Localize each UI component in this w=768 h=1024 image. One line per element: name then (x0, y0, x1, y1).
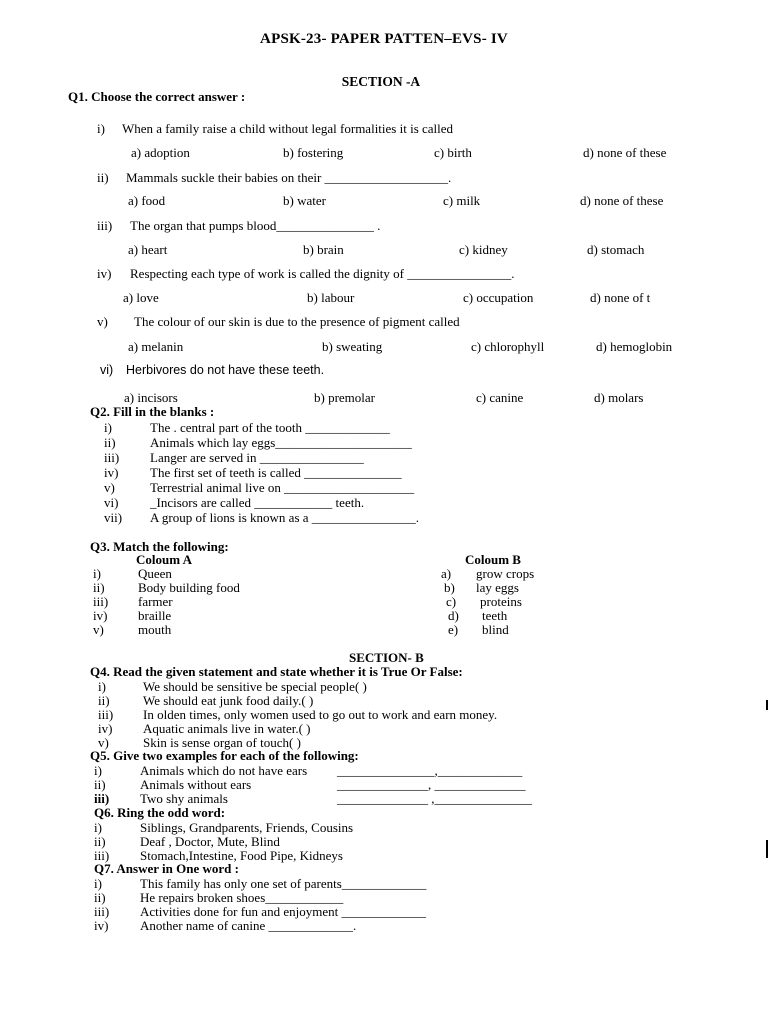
q5-item-number: ii) (94, 777, 106, 792)
q3-column-b-letter: d) (448, 608, 459, 623)
q2-item-number: vi) (104, 495, 119, 510)
q1-option: d) hemoglobin (596, 339, 673, 354)
q3-column-a-item: Body building food (138, 580, 240, 595)
q3-row-number: iv) (93, 608, 108, 623)
q1-option: a) melanin (128, 339, 184, 354)
q6-item-number: i) (94, 820, 102, 835)
q4-item-text: In olden times, only women used to go out to work and earn money. (143, 707, 498, 722)
q3-column-b-item: blind (482, 622, 509, 637)
q5-item-text: Animals which do not have ears (140, 763, 308, 778)
q1-item-question: When a family raise a child without legal formalities it is called (122, 121, 454, 136)
q5-item-text: Animals without ears (140, 777, 252, 792)
q1-option: b) labour (307, 290, 355, 305)
q2-item-number: iv) (104, 465, 119, 480)
q2-item-text: The first set of teeth is called _______________ (150, 465, 402, 480)
q7-item-text: Another name of canine _____________. (140, 918, 357, 933)
q2-item-number: ii) (104, 435, 116, 450)
q3-column-a-item: farmer (138, 594, 173, 609)
q4-item-number: iii) (98, 707, 114, 722)
q1-option: d) none of these (580, 193, 664, 208)
q3-column-b-letter: e) (448, 622, 459, 637)
q1-option: b) water (283, 193, 326, 208)
q1-item-question: Respecting each type of work is called the dignity of ________________. (130, 266, 515, 281)
q3-column-b-item: teeth (482, 608, 508, 623)
q3-heading: Q3. Match the following: (90, 539, 229, 554)
q7-item-text: Activities done for fun and enjoyment _____________ (140, 904, 426, 919)
q5-answer-blanks: _______________,_____________ (337, 763, 523, 778)
q4-item-number: i) (98, 679, 106, 694)
q3-column-a-item: mouth (138, 622, 172, 637)
q2-item-number: i) (104, 420, 112, 435)
q5-heading: Q5. Give two examples for each of the following: (90, 748, 359, 763)
q3-row-number: i) (93, 566, 101, 581)
q3-row-number: ii) (93, 580, 105, 595)
q1-item-question: Mammals suckle their babies on their ___________________. (126, 170, 452, 185)
q1-item-question: The colour of our skin is due to the presence of pigment called (134, 314, 460, 329)
q1-option: c) chlorophyll (471, 339, 545, 354)
q1-option: b) fostering (283, 145, 344, 160)
q7-item-number: iii) (94, 904, 110, 919)
section-b-heading: SECTION- B (349, 650, 424, 665)
q1-item-number: v) (97, 314, 108, 329)
q1-item-number: vi) (100, 363, 114, 377)
q7-item-number: ii) (94, 890, 106, 905)
q1-option: d) none of these (583, 145, 667, 160)
q3-column-b-letter: c) (446, 594, 457, 609)
q1-item-number: ii) (97, 170, 109, 185)
q2-item-number: iii) (104, 450, 120, 465)
q4-item-number: v) (98, 735, 109, 750)
q3-column-a-heading: Coloum A (136, 552, 192, 567)
q6-heading: Q6. Ring the odd word: (94, 805, 226, 820)
q5-item-number: iii) (94, 791, 110, 806)
q1-item-question: The organ that pumps blood_______________ . (130, 218, 381, 233)
q6-item-number: ii) (94, 834, 106, 849)
q2-heading: Q2. Fill in the blanks : (90, 404, 215, 419)
q3-column-b-heading: Coloum B (465, 552, 521, 567)
q2-item-text: _Incisors are called ____________ teeth. (150, 495, 365, 510)
q1-option: a) love (123, 290, 159, 305)
q4-item-text: Aquatic animals live in water.( ) (143, 721, 311, 736)
q1-option: c) canine (476, 390, 524, 405)
q6-item-text: Stomach,Intestine, Food Pipe, Kidneys (140, 848, 343, 863)
q4-heading: Q4. Read the given statement and state whether it is True Or False: (90, 664, 463, 679)
q6-item-number: iii) (94, 848, 110, 863)
q7-item-text: This family has only one set of parents_____________ (140, 876, 427, 891)
q7-item-number: i) (94, 876, 102, 891)
q1-option: c) birth (434, 145, 472, 160)
q1-option: c) milk (443, 193, 481, 208)
q3-column-b-item: proteins (480, 594, 522, 609)
q1-item-number: i) (97, 121, 105, 136)
q4-item-text: We should be sensitive be special people( ) (143, 679, 367, 694)
q2-item-text: The . central part of the tooth _____________ (150, 420, 390, 435)
q2-item-number: vii) (104, 510, 123, 525)
q7-item-text: He repairs broken shoes____________ (140, 890, 344, 905)
q1-item-question: Herbivores do not have these teeth. (126, 363, 325, 377)
q6-item-text: Siblings, Grandparents, Friends, Cousins (140, 820, 354, 835)
q4-item-text: Skin is sense organ of touch( ) (143, 735, 301, 750)
q2-item-text: Langer are served in ________________ (150, 450, 364, 465)
q7-item-number: iv) (94, 918, 109, 933)
q1-option: b) brain (303, 242, 344, 257)
q3-column-b-item: lay eggs (476, 580, 519, 595)
q1-heading: Q1. Choose the correct answer : (68, 89, 246, 104)
q3-column-b-letter: a) (441, 566, 452, 581)
q1-option: a) food (128, 193, 166, 208)
q1-option: d) stomach (587, 242, 645, 257)
q1-option: d) none of t (590, 290, 651, 305)
q3-column-b-item: grow crops (476, 566, 535, 581)
q2-item-number: v) (104, 480, 115, 495)
q6-item-text: Deaf , Doctor, Mute, Blind (140, 834, 280, 849)
q2-item-text: Animals which lay eggs_____________________ (150, 435, 412, 450)
q1-item-number: iv) (97, 266, 112, 281)
section-a-heading: SECTION -A (341, 74, 421, 89)
q1-item-number: iii) (97, 218, 113, 233)
q1-option: a) incisors (124, 390, 178, 405)
q5-answer-blanks: ______________ ,_______________ (337, 791, 532, 806)
q5-item-text: Two shy animals (140, 791, 228, 806)
page-title: APSK-23- PAPER PATTEN–EVS- IV (260, 31, 508, 47)
q3-column-b-letter: b) (444, 580, 455, 595)
q5-answer-blanks: ______________, ______________ (337, 777, 526, 792)
q4-item-number: ii) (98, 693, 110, 708)
q7-heading: Q7. Answer in One word : (94, 861, 239, 876)
q4-item-text: We should eat junk food daily.( ) (143, 693, 314, 708)
q3-column-a-item: Queen (138, 566, 172, 581)
q2-item-text: A group of lions is known as a ________________. (150, 510, 420, 525)
q1-option: c) kidney (459, 242, 508, 257)
q5-item-number: i) (94, 763, 102, 778)
q2-item-text: Terrestrial animal live on ____________________ (150, 480, 415, 495)
q3-column-a-item: braille (138, 608, 172, 623)
q1-option: a) heart (128, 242, 168, 257)
q1-option: b) premolar (314, 390, 376, 405)
q4-item-number: iv) (98, 721, 113, 736)
q3-row-number: v) (93, 622, 104, 637)
q1-option: b) sweating (322, 339, 383, 354)
q1-option: d) molars (594, 390, 644, 405)
q1-option: a) adoption (131, 145, 190, 160)
q1-option: c) occupation (463, 290, 534, 305)
q3-row-number: iii) (93, 594, 109, 609)
